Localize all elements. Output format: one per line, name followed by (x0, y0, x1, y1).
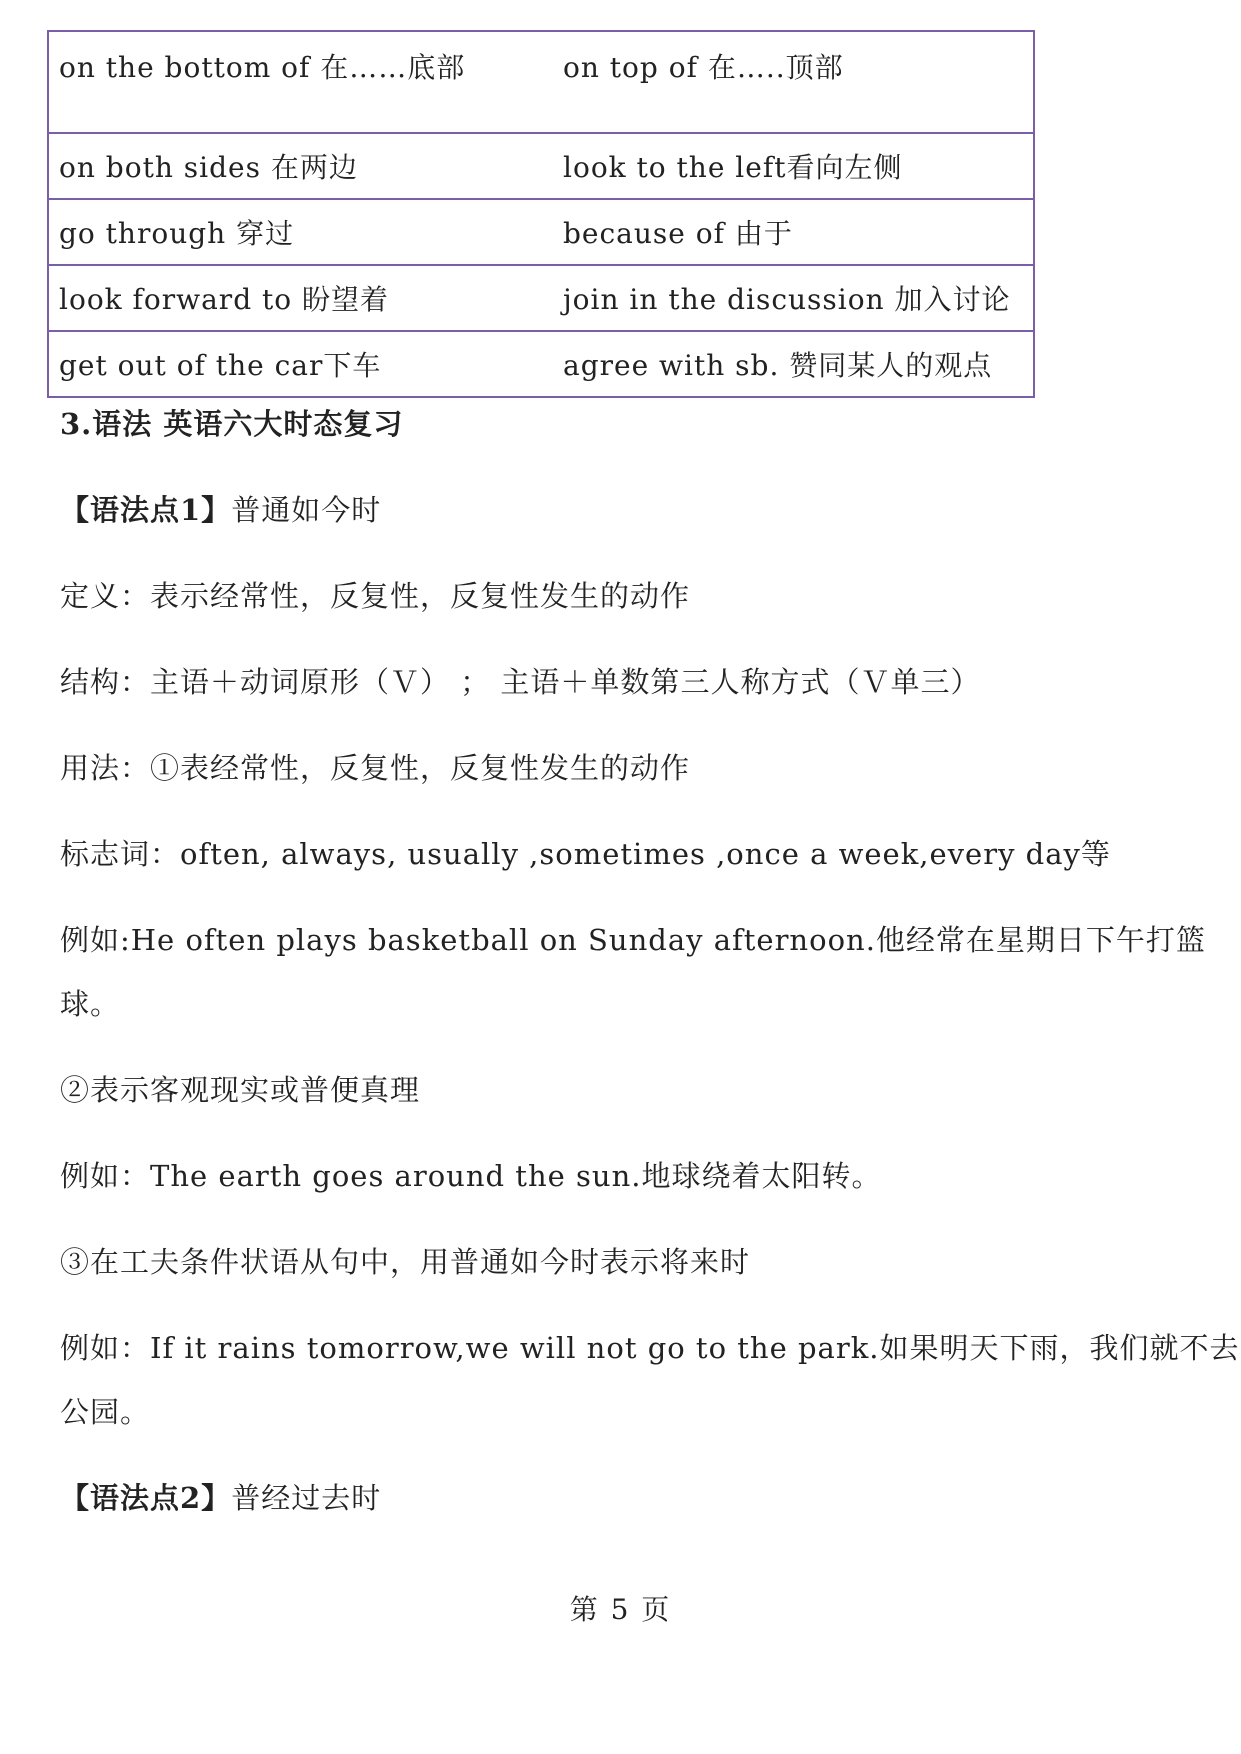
grammar-point-2-label: 【语法点2】 (60, 1481, 232, 1515)
usage-1-line: 用法：①表经常性，反复性，反复性发生的动作 (60, 751, 691, 785)
table-row (48, 31, 1034, 133)
grammar-point-1-title: 普通如今时 (231, 493, 382, 527)
grammar-point-2-title: 普经过去时 (231, 1481, 382, 1515)
table-row (48, 331, 1034, 397)
table-cell: agree with sb. 赞同某人的观点 (553, 331, 1034, 397)
grammar-point-1-heading (60, 488, 381, 529)
structure-line: 结构：主语＋动词原形（Ｖ） ； 主语＋单数第三人称方式（Ｖ单三） (60, 665, 981, 699)
phrase-table (47, 30, 1035, 398)
example-3-continuation: 公园。 (60, 1395, 151, 1429)
table-cell: on top of 在…..顶部 (553, 31, 1034, 133)
table-cell: because of 由于 (553, 199, 1034, 265)
grammar-point-2-heading (60, 1476, 381, 1517)
table-cell: join in the discussion 加入讨论 (553, 265, 1034, 331)
table-row (48, 199, 1034, 265)
signal-words-line: 标志词：often, always, usually ,sometimes ,once a week,every day等 (60, 837, 1111, 871)
table-cell: go through 穿过 (48, 199, 553, 265)
table-cell: look forward to 盼望着 (48, 265, 553, 331)
table-cell: on both sides 在两边 (48, 133, 553, 199)
section-heading: 3.语法 英语六大时态复习 (60, 407, 404, 441)
table-cell: get out of the car下车 (48, 331, 553, 397)
table-row (48, 133, 1034, 199)
example-1-continuation: 球。 (60, 987, 121, 1021)
page-number: 第 5 页 (569, 1593, 672, 1626)
table-cell: on the bottom of 在……底部 (48, 31, 553, 133)
example-2-line: 例如：The earth goes around the sun.地球绕着太阳转。 (60, 1159, 882, 1193)
usage-3-line: ③在工夫条件状语从句中，用普通如今时表示将来时 (60, 1245, 751, 1279)
grammar-point-1-label: 【语法点1】 (60, 493, 232, 527)
example-3-line: 例如：If it rains tomorrow,we will not go to the park.如果明天下雨，我们就不去 (60, 1331, 1240, 1365)
usage-2-line: ②表示客观现实或普便真理 (60, 1073, 421, 1107)
table-cell: look to the left看向左侧 (553, 133, 1034, 199)
example-1-line: 例如:He often plays basketball on Sunday afternoon.他经常在星期日下午打篮 (60, 923, 1206, 957)
table-row (48, 265, 1034, 331)
definition-line: 定义：表示经常性，反复性，反复性发生的动作 (60, 579, 691, 613)
